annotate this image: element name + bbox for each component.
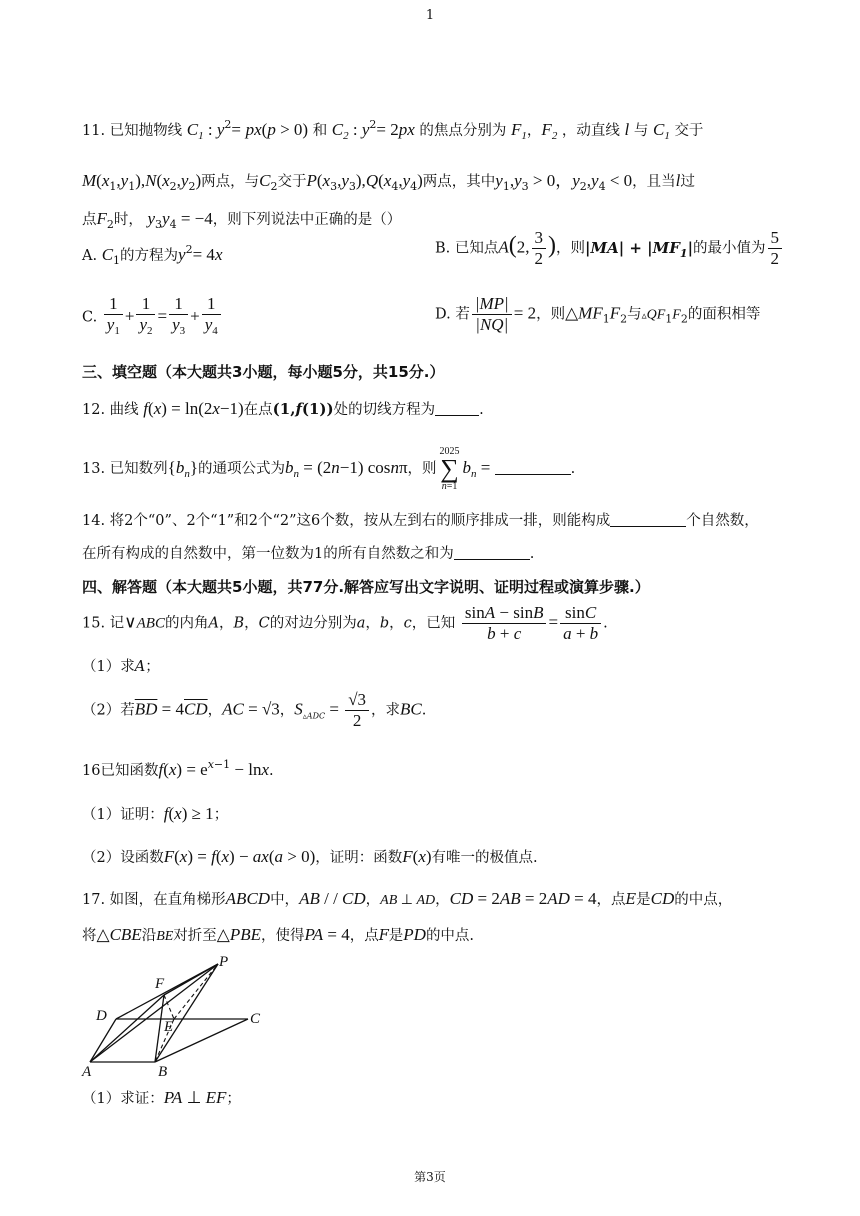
edge-fp bbox=[164, 964, 218, 995]
q11-option-c: C. $\frac{1}{y_1}$ + $\frac{1}{y_2}$ = $\frac{1}{y_3}$ + $\frac{1}{y_4}$ bbox=[82, 294, 223, 341]
label-f: F bbox=[155, 976, 165, 992]
q17-part1: （1）求证：PA ⊥ EF； bbox=[82, 1088, 241, 1107]
q11-option-b: B. 已知点A(2, $\frac{3}{2}$ )，则$|MA| + |MF_1|$的最小值为 $\frac{5}{2}$ bbox=[435, 228, 784, 269]
trapezoid-fold-figure bbox=[78, 952, 278, 1082]
edge-ad bbox=[90, 1019, 116, 1062]
q15-part1: （1）求A； bbox=[82, 659, 160, 675]
q13: 13. 已知数列$\{b_n\}$的通项公式为$b_n = (2n-1)$ cosnπ，则 2025 ∑ n=1 $b_n$ = . bbox=[82, 446, 576, 492]
q11-line3: 点$F_2$时， $y_3y_4 = -4$，则下列说法中正确的是（） bbox=[82, 209, 402, 231]
q15-stem: 15. 记∨ABC的内角A，B，C的对边分别为a，b，c，已知 $\frac{\sin A - \sin B}{b + c}$ = $\frac{\sin C}{a + b}$ . bbox=[82, 603, 608, 643]
q16-part1: （1）证明：f(x) ≥ 1； bbox=[82, 804, 229, 823]
q17-line2: 将△CBE沿BE对折至△PBE，使得PA = 4，点F是PD的中点. bbox=[82, 925, 475, 944]
q14-line2: 在所有构成的自然数中，第一位数为1的所有自然数之和为 . bbox=[82, 546, 535, 562]
q12: 12. 曲线 f(x) = ln(2x−1)在点(1,f(1))处的切线方程为 . bbox=[82, 399, 484, 418]
label-p: P bbox=[219, 954, 229, 970]
section-4-title: 四、解答题（本大题共5小题，共77分.解答应写出文字说明、证明过程或演算步骤.） bbox=[82, 578, 650, 596]
label-d: D bbox=[96, 1008, 107, 1024]
edge-pe-dashed bbox=[174, 964, 218, 1019]
q11-option-d: D. 若 $\frac{|MP|}{|NQ|}$ = 2，则$\triangle MF_1F_2$与$▵QF_1F_2$的面积相等 bbox=[435, 294, 761, 334]
q16-part2: （2）设函数F(x) = f(x) − ax(a > 0)，证明：函数F(x)有唯一的极值点. bbox=[82, 847, 538, 866]
q11-option-a: A. $C_1$的方程为$y^2= 4x$ bbox=[82, 243, 223, 267]
q17-line1: 17. 如图，在直角梯形ABCD中，AB / / CD，AB ⊥ AD，CD = 2AB = 2AD = 4，点E是CD的中点， bbox=[82, 889, 733, 908]
page-footer: 第3页 bbox=[414, 1170, 446, 1184]
label-e: E bbox=[164, 1019, 174, 1035]
q11-line1: 11. 已知抛物线 $C_1$ : $y^2= px(p > 0)$ 和 $C_2$ : $y^2= 2px$ 的焦点分别为 $F_1$，$F_2$ ，动直线 l 与 $C_1$ 交于 bbox=[82, 118, 704, 142]
page-number: 1 bbox=[425, 8, 435, 23]
section-3-title: 三、填空题（本大题共3小题，每小题5分，共15分.） bbox=[82, 363, 445, 381]
label-b: B bbox=[158, 1064, 168, 1080]
q15-part2: （2）若$\overline{BD} = 4\overline{CD}$，AC = √3，$S_{▵ADC}$ = $\frac{√3}{2}$ ，求BC. bbox=[82, 690, 427, 730]
edge-af bbox=[90, 995, 164, 1062]
edge-pa bbox=[90, 964, 218, 1062]
label-a: A bbox=[82, 1064, 92, 1080]
q16-stem: 16已知函数$f(x) = e^{x-1} - \ln x$. bbox=[82, 758, 274, 779]
q14-line1: 14. 将2个“0”、2个“1”和2个“2”这6个数，按从左到右的顺序排成一排，则能构成 个自然数， bbox=[82, 513, 759, 529]
label-c: C bbox=[250, 1011, 261, 1027]
q11-line2: $M(x_1,y_1),N(x_2,y_2)$两点，与$C_2$交于$P(x_3,y_3),Q(x_4,y_4)$两点，其中$y_1,y_3 > 0$，$y_2,y_4 < 0$，且当l过 bbox=[82, 171, 695, 193]
